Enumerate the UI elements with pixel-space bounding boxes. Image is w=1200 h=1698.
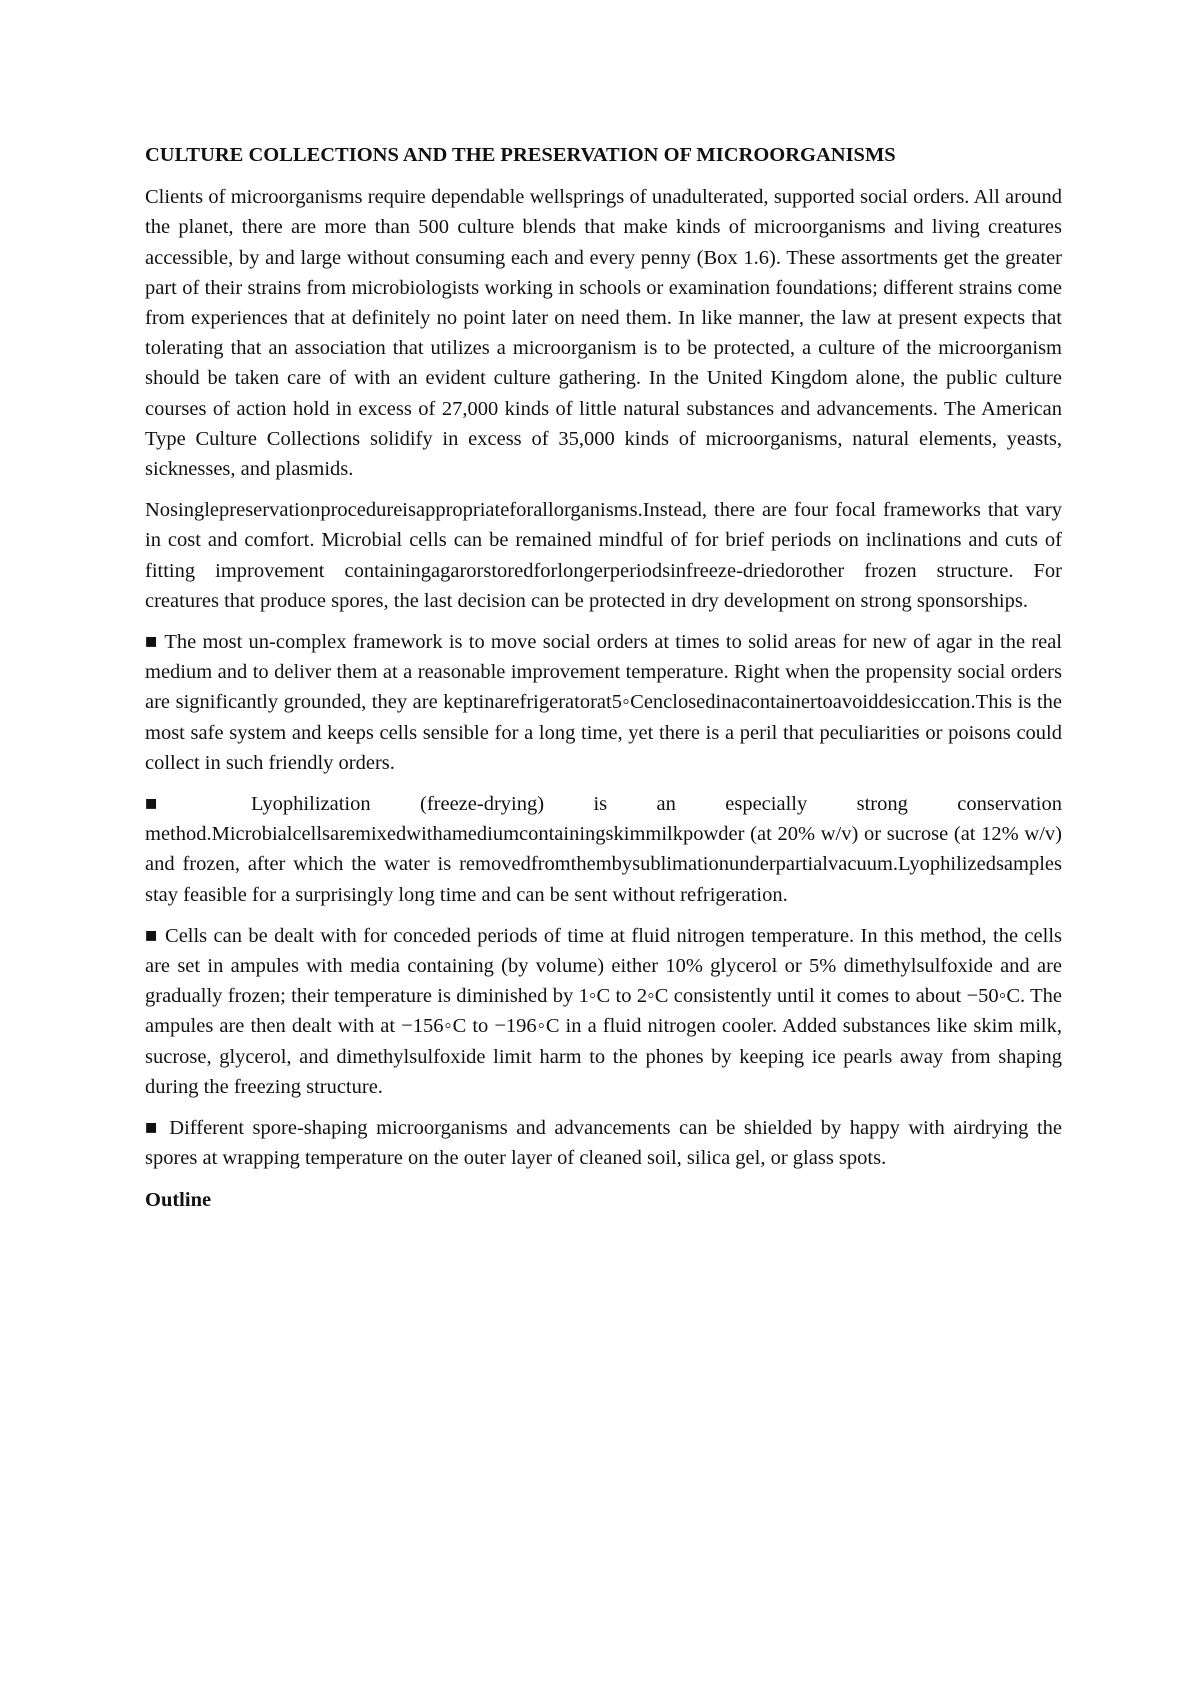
outline-heading: Outline	[145, 1188, 212, 1211]
document-page	[145, 140, 1062, 1215]
document-title: CULTURE COLLECTIONS AND THE PRESERVATION OF MICROORGANISMS	[145, 144, 896, 166]
paragraph-spore-drying: ■ Different spore-shaping microorganisms and advancements can be shielded by happy with airdrying the spores at wrapping temperature on the outer layer of cleaned soil, silica gel, or glass spots.	[145, 1117, 1062, 1170]
paragraph-preservation-methods: Nosinglepreservationprocedureisappropriateforallorganisms.Instead, there are four focal frameworks that vary in cost and comfort. Microbial cells can be remained mindful of for brief periods on inclinations and cuts of fitting improvement containingagarorstoredforlongerperiodsinfreeze-driedorother frozen structure. For creatures that produce spores, the last decision can be protected in dry development on strong sponsorships.	[145, 499, 1062, 612]
paragraph-lyophilization: ■ Lyophilization (freeze-drying) is an especially strong conservation method.Microbialcellsaremixedwithamediumcontainingskimmilkpowder (at 20% w/v) or sucrose (at 12% w/v) and frozen, after which the water is removedfromthembysublimationunderpartialvacuum.Lyophilizedsamples stay feasible for a surprisingly long time and can be sent without refrigeration.	[145, 793, 1062, 906]
paragraph-culture-collections: Clients of microorganisms require dependable wellsprings of unadulterated, supported social orders. All around the planet, there are more than 500 culture blends that make kinds of microorganisms and living creatures accessible, by and large without consuming each and every penny (Box 1.6). These assortments get the greater part of their strains from microbiologists working in schools or examination foundations; different strains come from experiences that at definitely no point later on need them. In like manner, the law at present expects that tolerating that an association that utilizes a microorganism is to be protected, a culture of the microorganism should be taken care of with an evident culture gathering. In the United Kingdom alone, the public culture courses of action hold in excess of 27,000 kinds of little natural substances and advancements. The American Type Culture Collections solidify in excess of 35,000 kinds of microorganisms, natural elements, yeasts, sicknesses, and plasmids.	[145, 186, 1062, 481]
paragraph-subculturing: ■ The most un-complex framework is to move social orders at times to solid areas for new of agar in the real medium and to deliver them at a reasonable improvement temperature. Right when the propensity social orders are significantly grounded, they are keptinarefrigeratorat5◦Cenclosedinacontainertoavoiddesiccation.This is the most safe system and keeps cells sensible for a long time, yet there is a peril that peculiarities or poisons could collect in such friendly orders.	[145, 631, 1062, 774]
paragraph-liquid-nitrogen: ■ Cells can be dealt with for conceded periods of time at fluid nitrogen temperature. In this method, the cells are set in ampules with media containing (by volume) either 10% glycerol or 5% dimethylsulfoxide and are gradually frozen; their temperature is diminished by 1◦C to 2◦C consistently until it comes to about −50◦C. The ampules are then dealt with at −156◦C to −196◦C in a fluid nitrogen cooler. Added substances like skim milk, sucrose, glycerol, and dimethylsulfoxide limit harm to the phones by keeping ice pearls away from shaping during the freezing structure.	[145, 924, 1062, 1098]
